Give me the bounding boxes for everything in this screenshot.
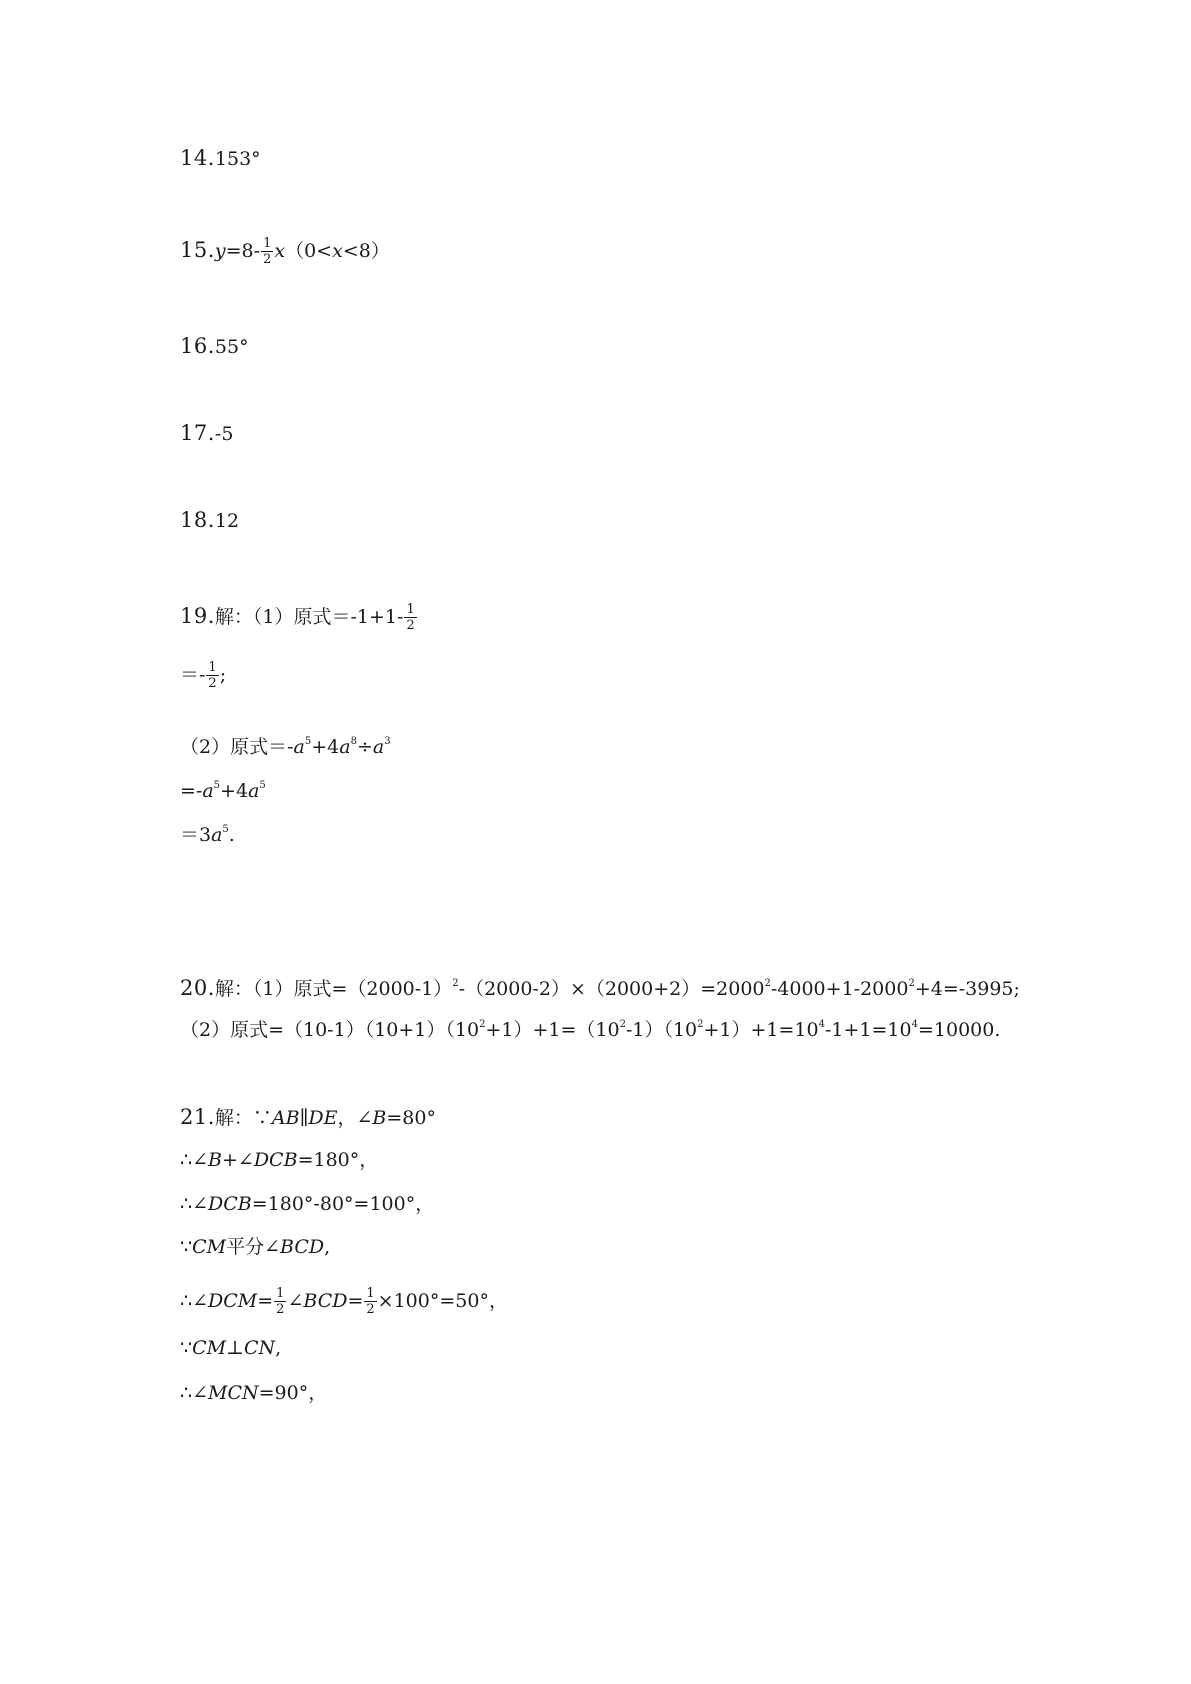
solution-text: =	[257, 1290, 274, 1312]
solution-text: （2）原式＝-	[180, 736, 294, 758]
solution-text: ∴∠	[180, 1193, 209, 1215]
var-a: a	[211, 824, 223, 846]
solution-text: ∠	[287, 1290, 304, 1312]
question-number: 14.	[180, 146, 215, 170]
var-a: a	[202, 780, 214, 802]
exponent: 5	[304, 736, 312, 747]
fraction	[364, 1287, 376, 1316]
q19-line-3	[180, 738, 391, 757]
q19-line-5	[180, 826, 235, 845]
fraction	[206, 661, 218, 690]
var-x: x	[274, 240, 286, 262]
solution-text: 解：（1）原式=（2000-1）	[214, 978, 453, 1000]
var-a: a	[293, 736, 305, 758]
exponent: 5	[222, 824, 229, 835]
solution-text: =80°	[386, 1107, 436, 1129]
var-a: a	[339, 736, 351, 758]
question-number: 17.	[180, 421, 215, 445]
answer-value: 55°	[214, 336, 249, 358]
angle-label: DCB	[208, 1193, 252, 1215]
denominator: 2	[263, 252, 272, 267]
exponent: 8	[350, 736, 357, 747]
answer-16	[180, 336, 249, 357]
solution-text: -（2000-2）×（2000+2）=2000	[458, 978, 765, 1000]
exponent: 2	[619, 1019, 626, 1030]
numerator: 1	[406, 602, 415, 617]
q21-line-3	[180, 1195, 434, 1214]
q20-line-1	[180, 978, 1020, 999]
solution-text: =90°，	[258, 1382, 328, 1404]
var-y: y	[214, 240, 226, 262]
segment-label: CN	[243, 1337, 276, 1359]
segment-label: CM	[192, 1236, 227, 1258]
segment-label: DE	[308, 1107, 338, 1129]
expression: =8-	[225, 240, 261, 262]
denominator: 2	[276, 1302, 285, 1317]
question-number: 18.	[180, 508, 215, 532]
exponent: 2	[697, 1019, 704, 1030]
segment-label: AB	[271, 1107, 300, 1129]
angle-label: B	[372, 1107, 387, 1129]
denominator: 2	[406, 618, 415, 633]
numerator: 1	[366, 1286, 375, 1301]
solution-text: ,	[275, 1337, 282, 1359]
numerator: 1	[263, 236, 272, 251]
solution-text: ∴∠	[180, 1149, 209, 1171]
solution-text: ×100°=50°，	[377, 1290, 508, 1312]
var-a: a	[372, 736, 385, 758]
solution-text: 平分∠	[226, 1236, 281, 1258]
answer-value: 12	[214, 510, 240, 532]
range-open: （0<	[285, 240, 333, 262]
answer-value: -5	[214, 423, 234, 445]
angle-label: DCM	[208, 1290, 258, 1312]
solution-text: ∵	[180, 1337, 193, 1359]
question-number: 19.	[180, 604, 215, 628]
divide-sign: ÷	[356, 736, 373, 758]
solution-text: ;	[219, 664, 227, 686]
solution-text: ∵	[180, 1236, 193, 1258]
solution-text: +1）+1=10	[703, 1019, 819, 1041]
solution-text: +4	[220, 780, 249, 802]
answer-18	[180, 510, 239, 531]
answer-value: 153°	[214, 148, 261, 170]
answer-14	[180, 148, 261, 169]
numerator: 1	[208, 660, 217, 675]
var-x: x	[332, 240, 343, 262]
solution-text: 解：（1）原式＝-1+1-	[214, 606, 404, 628]
question-number: 20.	[180, 976, 215, 1000]
q21-line-2	[180, 1151, 378, 1170]
solution-text: ,	[324, 1236, 331, 1258]
solution-text: ＝3	[180, 824, 212, 846]
solution-text: =10000.	[918, 1019, 1001, 1041]
denominator: 2	[366, 1302, 375, 1317]
exponent: 4	[818, 1019, 825, 1030]
solution-text: ∴∠	[180, 1290, 209, 1312]
angle-label: B	[208, 1149, 222, 1171]
solution-text: ，∠	[337, 1107, 373, 1129]
exponent: 2	[908, 978, 915, 989]
parallel-sign: ∥	[299, 1107, 309, 1129]
solution-text: =180°，	[297, 1149, 379, 1171]
numerator: 1	[276, 1286, 285, 1301]
q21-line-6	[180, 1339, 281, 1358]
q19-line-1	[180, 604, 418, 633]
question-number: 15.	[180, 238, 215, 262]
solution-text: =180°-80°=100°，	[251, 1193, 435, 1215]
solution-text: 解：∵	[214, 1107, 272, 1129]
answer-17	[180, 423, 233, 444]
exponent: 3	[384, 736, 391, 747]
angle-label: DCB	[253, 1149, 298, 1171]
q21-line-5	[180, 1288, 508, 1317]
exponent: 2	[764, 978, 771, 989]
question-number: 16.	[180, 334, 215, 358]
solution-text: ＝-	[180, 664, 206, 686]
solution-text: -4000+1-2000	[770, 978, 909, 1000]
q20-line-2	[180, 1021, 1000, 1040]
solution-text: ∴∠	[180, 1382, 209, 1404]
solution-text: +∠	[221, 1149, 254, 1171]
exponent: 2	[452, 978, 459, 989]
angle-label: BCD	[280, 1236, 325, 1258]
angle-label: BCD	[303, 1290, 348, 1312]
range-close: <8）	[342, 240, 390, 262]
var-a: a	[248, 780, 260, 802]
solution-text: -1+1=10	[825, 1019, 912, 1041]
solution-text: -1）（10	[625, 1019, 698, 1041]
segment-label: CM	[192, 1337, 227, 1359]
fraction	[274, 1287, 286, 1316]
fraction	[404, 603, 416, 632]
solution-text: +4=-3995;	[914, 978, 1020, 1000]
q19-line-2	[180, 662, 226, 691]
angle-label: MCN	[208, 1382, 259, 1404]
q21-line-4	[180, 1238, 330, 1257]
exponent: 2	[479, 1019, 486, 1030]
perpendicular-sign: ⊥	[226, 1337, 244, 1359]
exponent: 5	[213, 780, 221, 791]
solution-text: +4	[311, 736, 340, 758]
q21-line-1	[180, 1107, 436, 1128]
exponent: 4	[911, 1019, 918, 1030]
denominator: 2	[208, 676, 217, 691]
q19-line-4	[180, 782, 266, 801]
solution-text: .	[228, 824, 235, 846]
solution-text: =-	[180, 780, 203, 802]
solution-text: =	[347, 1290, 364, 1312]
answer-15	[180, 238, 390, 267]
q21-line-7	[180, 1384, 327, 1403]
fraction	[261, 237, 273, 266]
exponent: 5	[259, 780, 266, 791]
solution-text: +1）+1=（10	[485, 1019, 620, 1041]
question-number: 21.	[180, 1105, 215, 1129]
solution-text: （2）原式=（10-1）（10+1）（10	[180, 1019, 480, 1041]
